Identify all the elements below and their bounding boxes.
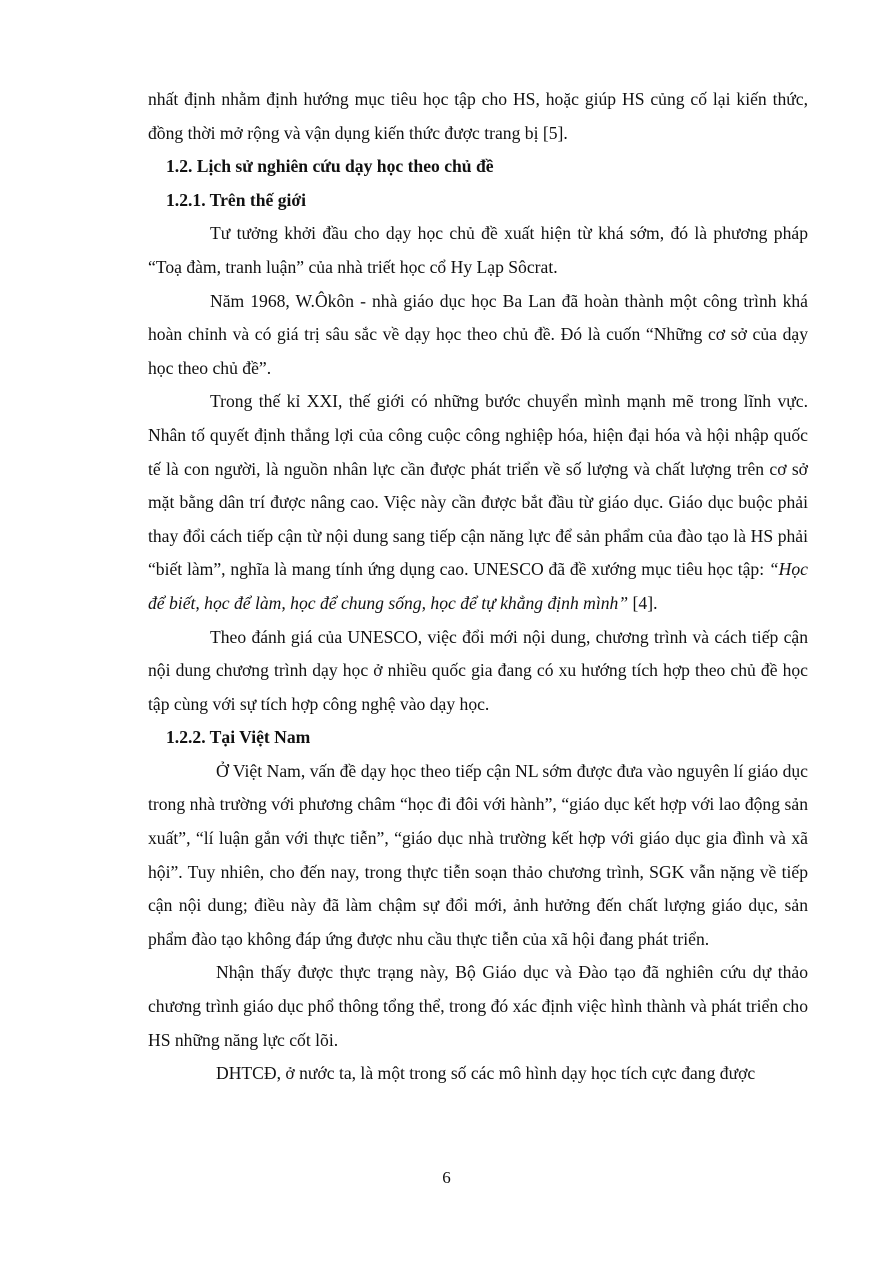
paragraph-vietnam: Ở Việt Nam, vấn đề dạy học theo tiếp cận NL sớm được đưa vào nguyên lí giáo dục trong nhà trường với phương châm “học đi đôi với hành”, “giáo dục kết hợp với lao động sản xuất”, “lí luận gắn với thực tiễn”, “giáo dục nhà trường kết hợp với giáo dục gia đình và xã hội”. Tuy nhiên, cho đến nay, trong thực tiễn soạn thảo chương trình, SGK vẫn nặng về tiếp cận nội dung; điều này đã làm chậm sự đổi mới, ảnh hưởng đến chất lượng giáo dục, sản phẩm đào tạo không đáp ứng được nhu cầu thực tiễn của xã hội đang phát triển. (148, 760, 808, 949)
document-page (148, 83, 808, 1091)
section-heading-1-2-2: 1.2.2. Tại Việt Nam (166, 727, 311, 748)
section-heading-1-2: 1.2. Lịch sử nghiên cứu dạy học theo chủ đề (166, 156, 494, 177)
paragraph-okon: Năm 1968, W.Ôkôn - nhà giáo dục học Ba Lan đã hoàn thành một công trình khá hoàn chỉnh và có giá trị sâu sắc về dạy học theo chủ đề. Đó là cuốn “Những cơ sở của dạy học theo chủ đề”. (148, 290, 808, 378)
paragraph-21st-century (148, 385, 808, 620)
page-number: 6 (442, 1168, 451, 1187)
paragraph-ministry: Nhận thấy được thực trạng này, Bộ Giáo dục và Đào tạo đã nghiên cứu dự thảo chương trình giáo dục phổ thông tổng thể, trong đó xác định việc hình thành và phát triển cho HS những năng lực cốt lõi. (148, 962, 808, 1050)
paragraph-continuation: nhất định nhằm định hướng mục tiêu học tập cho HS, hoặc giúp HS củng cố lại kiến thức, đồng thời mở rộng và vận dụng kiến thức được trang bị [5]. (148, 89, 808, 143)
section-heading-1-2-1: 1.2.1. Trên thế giới (166, 189, 307, 210)
paragraph-socrates: Tư tưởng khởi đầu cho dạy học chủ đề xuất hiện từ khá sớm, đó là phương pháp “Toạ đàm, tranh luận” của nhà triết học cổ Hy Lạp Sôcrat. (148, 223, 808, 277)
paragraph-dhtcd: DHTCĐ, ở nước ta, là một trong số các mô hình dạy học tích cực đang được (216, 1063, 756, 1084)
unesco-quote: “Học để biết, học để làm, học để chung sống, học để tự khẳng định mình” (148, 559, 808, 613)
citation: [4]. (628, 592, 658, 613)
paragraph-text: Trong thế kỉ XXI, thế giới có những bước chuyển mình mạnh mẽ trong lĩnh vực. Nhân tố quyết định thắng lợi của công cuộc công nghiệp hóa, hiện đại hóa và hội nhập quốc tế là con người, là nguồn nhân lực cần được phát triển về số lượng và chất lượng trên cơ sở mặt bằng dân trí được nâng cao. Việc này cần được bắt đầu từ giáo dục. Giáo dục buộc phải thay đổi cách tiếp cận từ nội dung sang tiếp cận năng lực để sản phẩm của đào tạo là HS phải “biết làm”, nghĩa là mang tính ứng dụng cao. UNESCO đã đề xướng mục tiêu học tập: (148, 391, 808, 580)
paragraph-unesco-assessment: Theo đánh giá của UNESCO, việc đổi mới nội dung, chương trình và cách tiếp cận nội dung chương trình dạy học ở nhiều quốc gia đang có xu hướng tích hợp theo chủ đề học tập cùng với sự tích hợp công nghệ vào dạy học. (148, 626, 808, 714)
